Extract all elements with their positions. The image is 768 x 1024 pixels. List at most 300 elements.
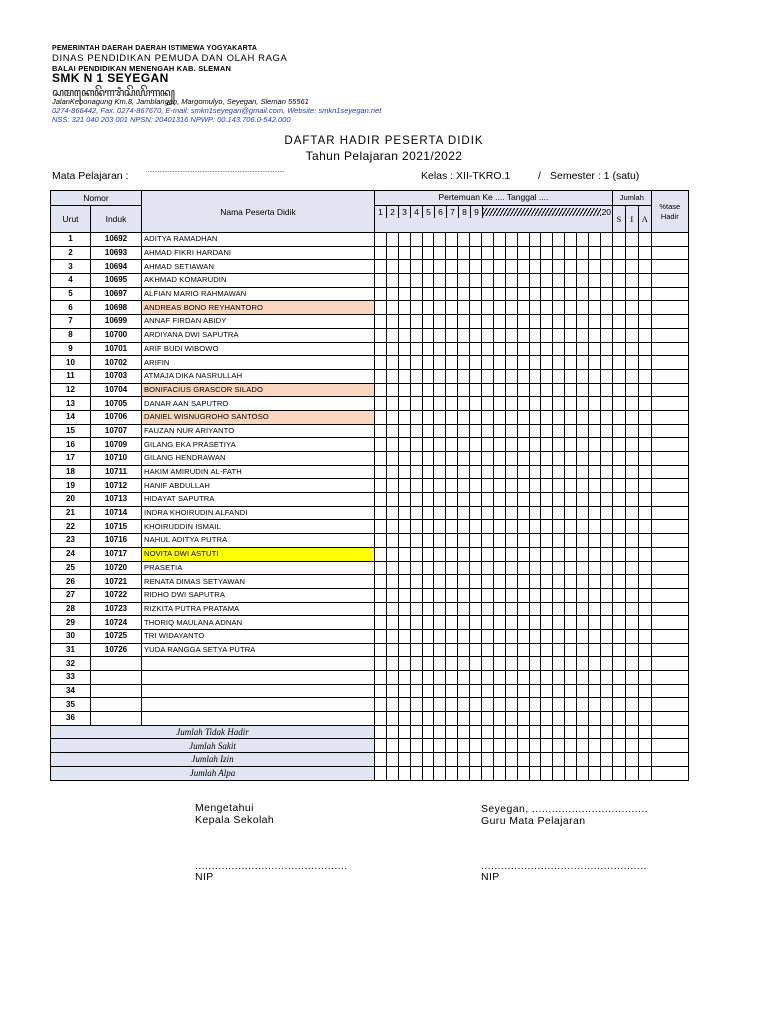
attendance-cell	[638, 657, 651, 671]
attendance-cell	[541, 671, 553, 685]
attendance-cell	[517, 629, 529, 643]
attendance-cell	[493, 438, 505, 452]
attendance-cell	[422, 684, 434, 698]
attendance-cell	[600, 534, 612, 548]
attendance-cell	[553, 671, 565, 685]
row-number: 7	[51, 315, 91, 329]
table-row	[51, 493, 689, 507]
attendance-cell	[638, 479, 651, 493]
attendance-cell	[482, 369, 494, 383]
attendance-cell	[541, 356, 553, 370]
attendance-cell	[375, 561, 387, 575]
attendance-cell	[422, 260, 434, 274]
attendance-cell	[410, 369, 422, 383]
attendance-cell	[589, 534, 601, 548]
header-ids: NSS: 321 040 203 001 NPSN: 20401316 NPWP: 00.143.706.0-542.000	[52, 115, 291, 124]
attendance-cell	[529, 671, 541, 685]
attendance-cell	[375, 657, 387, 671]
attendance-cell	[651, 643, 688, 657]
attendance-cell	[375, 233, 387, 247]
attendance-cell	[651, 287, 688, 301]
attendance-cell	[553, 712, 565, 726]
row-number: 22	[51, 520, 91, 534]
row-induk: 10712	[91, 479, 142, 493]
attendance-cell	[505, 547, 517, 561]
attendance-cell	[375, 260, 387, 274]
attendance-cell	[553, 301, 565, 315]
attendance-cell	[505, 383, 517, 397]
attendance-cell	[446, 315, 458, 329]
col-a: A	[638, 206, 651, 233]
attendance-cell	[458, 274, 470, 288]
attendance-cell	[589, 356, 601, 370]
attendance-cell	[422, 410, 434, 424]
attendance-cell	[589, 246, 601, 260]
summary-cell	[470, 753, 482, 767]
attendance-cell	[422, 397, 434, 411]
attendance-cell	[458, 342, 470, 356]
summary-cell	[529, 753, 541, 767]
attendance-cell	[517, 684, 529, 698]
attendance-cell	[422, 383, 434, 397]
attendance-cell	[446, 410, 458, 424]
row-student-name: ARDIYANA DWI SAPUTRA	[142, 328, 375, 342]
table-row	[51, 534, 689, 548]
attendance-cell	[422, 274, 434, 288]
sign-right-line1: Seyegan, ...................................	[481, 803, 648, 815]
attendance-cell	[589, 479, 601, 493]
attendance-cell	[458, 643, 470, 657]
attendance-cell	[505, 328, 517, 342]
row-number: 10	[51, 356, 91, 370]
attendance-cell	[529, 438, 541, 452]
attendance-cell	[577, 328, 589, 342]
attendance-cell	[577, 233, 589, 247]
attendance-cell	[434, 356, 446, 370]
attendance-cell	[386, 575, 398, 589]
attendance-cell	[541, 260, 553, 274]
attendance-cell	[565, 479, 577, 493]
attendance-cell	[529, 643, 541, 657]
attendance-cell	[470, 698, 482, 712]
attendance-cell	[422, 602, 434, 616]
attendance-cell	[553, 274, 565, 288]
attendance-cell	[625, 493, 638, 507]
attendance-cell	[589, 410, 601, 424]
attendance-cell	[493, 369, 505, 383]
attendance-cell	[446, 465, 458, 479]
attendance-cell	[600, 233, 612, 247]
attendance-cell	[458, 657, 470, 671]
attendance-cell	[612, 520, 625, 534]
attendance-cell	[446, 602, 458, 616]
attendance-cell	[529, 369, 541, 383]
summary-cell	[398, 766, 410, 780]
attendance-cell	[553, 479, 565, 493]
header-dept: DINAS PENDIDIKAN PEMUDA DAN OLAH RAGA	[52, 53, 288, 64]
attendance-cell	[375, 629, 387, 643]
attendance-cell	[375, 684, 387, 698]
attendance-cell	[398, 315, 410, 329]
attendance-cell	[470, 506, 482, 520]
row-number: 34	[51, 684, 91, 698]
attendance-cell	[612, 342, 625, 356]
attendance-cell	[589, 629, 601, 643]
summary-cell	[565, 739, 577, 753]
attendance-cell	[553, 342, 565, 356]
attendance-cell	[589, 671, 601, 685]
attendance-cell	[589, 315, 601, 329]
subject-label: Mata Pelajaran :	[52, 170, 129, 182]
attendance-cell	[410, 328, 422, 342]
attendance-cell	[651, 671, 688, 685]
attendance-cell	[493, 712, 505, 726]
sign-right-dots: ..................................................	[481, 860, 647, 872]
summary-cell	[600, 753, 612, 767]
attendance-cell	[517, 520, 529, 534]
attendance-cell	[410, 246, 422, 260]
summary-row	[51, 766, 689, 780]
attendance-cell	[638, 588, 651, 602]
attendance-cell	[541, 575, 553, 589]
attendance-cell	[422, 465, 434, 479]
attendance-cell	[422, 657, 434, 671]
attendance-cell	[553, 506, 565, 520]
attendance-cell	[398, 712, 410, 726]
meeting-number: 2	[387, 206, 399, 218]
row-student-name: RENATA DIMAS SETYAWAN	[142, 575, 375, 589]
col-i: I	[625, 206, 638, 233]
summary-cell	[458, 739, 470, 753]
attendance-cell	[493, 410, 505, 424]
attendance-cell	[375, 287, 387, 301]
row-student-name: INDRA KHOIRUDIN ALFANDI	[142, 506, 375, 520]
attendance-cell	[505, 424, 517, 438]
attendance-cell	[565, 383, 577, 397]
row-number: 33	[51, 671, 91, 685]
attendance-cell	[446, 452, 458, 466]
attendance-cell	[529, 657, 541, 671]
attendance-cell	[505, 712, 517, 726]
attendance-cell	[625, 561, 638, 575]
attendance-cell	[529, 588, 541, 602]
attendance-cell	[505, 561, 517, 575]
attendance-cell	[446, 629, 458, 643]
attendance-cell	[446, 342, 458, 356]
summary-cell	[482, 753, 494, 767]
summary-cell	[422, 753, 434, 767]
attendance-cell	[529, 287, 541, 301]
attendance-cell	[612, 369, 625, 383]
summary-cell	[517, 739, 529, 753]
attendance-cell	[638, 260, 651, 274]
attendance-cell	[529, 547, 541, 561]
attendance-cell	[470, 671, 482, 685]
attendance-cell	[398, 698, 410, 712]
attendance-cell	[541, 315, 553, 329]
summary-cell	[600, 725, 612, 739]
attendance-cell	[589, 602, 601, 616]
attendance-cell	[589, 520, 601, 534]
attendance-cell	[410, 575, 422, 589]
attendance-cell	[446, 493, 458, 507]
attendance-cell	[410, 534, 422, 548]
attendance-cell	[577, 452, 589, 466]
attendance-cell	[517, 369, 529, 383]
attendance-cell	[600, 315, 612, 329]
summary-cell	[651, 753, 688, 767]
attendance-cell	[541, 274, 553, 288]
attendance-cell	[505, 684, 517, 698]
attendance-cell	[638, 575, 651, 589]
header-contact-text: 0274-866442, Fax. 0274-867670, E-mail: smkn1seyegan@gmail.com, Website:	[52, 106, 317, 115]
attendance-cell	[565, 260, 577, 274]
attendance-cell	[577, 657, 589, 671]
attendance-cell	[651, 452, 688, 466]
row-number: 13	[51, 397, 91, 411]
attendance-cell	[651, 712, 688, 726]
attendance-cell	[612, 410, 625, 424]
attendance-cell	[422, 698, 434, 712]
attendance-cell	[482, 588, 494, 602]
attendance-cell	[529, 602, 541, 616]
attendance-cell	[470, 287, 482, 301]
row-number: 21	[51, 506, 91, 520]
attendance-cell	[386, 452, 398, 466]
row-number: 11	[51, 369, 91, 383]
summary-cell	[589, 725, 601, 739]
table-row	[51, 356, 689, 370]
attendance-cell	[577, 383, 589, 397]
attendance-cell	[625, 616, 638, 630]
attendance-cell	[493, 465, 505, 479]
attendance-cell	[482, 233, 494, 247]
attendance-cell	[612, 616, 625, 630]
attendance-cell	[600, 274, 612, 288]
attendance-cell	[651, 369, 688, 383]
attendance-cell	[517, 465, 529, 479]
row-induk: 10697	[91, 287, 142, 301]
attendance-cell	[651, 561, 688, 575]
attendance-cell	[434, 561, 446, 575]
attendance-cell	[410, 506, 422, 520]
attendance-cell	[493, 547, 505, 561]
attendance-cell	[470, 328, 482, 342]
attendance-cell	[529, 260, 541, 274]
attendance-cell	[529, 561, 541, 575]
attendance-cell	[577, 588, 589, 602]
row-induk: 10710	[91, 452, 142, 466]
summary-cell	[446, 725, 458, 739]
row-induk: 10701	[91, 342, 142, 356]
table-row	[51, 588, 689, 602]
attendance-cell	[565, 438, 577, 452]
attendance-cell	[375, 534, 387, 548]
row-induk	[91, 684, 142, 698]
attendance-cell	[589, 342, 601, 356]
attendance-cell	[422, 328, 434, 342]
attendance-cell	[612, 506, 625, 520]
attendance-cell	[505, 493, 517, 507]
attendance-cell	[434, 452, 446, 466]
attendance-cell	[638, 643, 651, 657]
table-row	[51, 506, 689, 520]
attendance-cell	[410, 452, 422, 466]
attendance-cell	[529, 493, 541, 507]
summary-cell	[517, 725, 529, 739]
attendance-cell	[482, 356, 494, 370]
attendance-cell	[651, 410, 688, 424]
attendance-cell	[493, 301, 505, 315]
attendance-cell	[434, 287, 446, 301]
attendance-cell	[470, 643, 482, 657]
attendance-cell	[386, 712, 398, 726]
attendance-cell	[565, 397, 577, 411]
attendance-cell	[638, 397, 651, 411]
summary-cell	[398, 739, 410, 753]
summary-cell	[398, 753, 410, 767]
attendance-cell	[458, 328, 470, 342]
attendance-cell	[482, 301, 494, 315]
meeting-number: 1	[375, 206, 387, 218]
attendance-cell	[470, 465, 482, 479]
attendance-cell	[517, 712, 529, 726]
attendance-cell	[577, 547, 589, 561]
attendance-cell	[651, 260, 688, 274]
attendance-cell	[386, 233, 398, 247]
attendance-cell	[505, 465, 517, 479]
header-row-1	[51, 191, 689, 206]
attendance-cell	[446, 397, 458, 411]
attendance-cell	[386, 328, 398, 342]
attendance-cell	[386, 671, 398, 685]
attendance-cell	[651, 575, 688, 589]
attendance-cell	[446, 671, 458, 685]
attendance-cell	[505, 602, 517, 616]
row-induk	[91, 712, 142, 726]
attendance-cell	[553, 356, 565, 370]
summary-row	[51, 753, 689, 767]
attendance-cell	[541, 506, 553, 520]
attendance-cell	[458, 301, 470, 315]
attendance-cell	[446, 328, 458, 342]
attendance-cell	[386, 260, 398, 274]
attendance-cell	[458, 356, 470, 370]
attendance-cell	[505, 671, 517, 685]
summary-cell	[541, 766, 553, 780]
summary-cell	[458, 725, 470, 739]
attendance-cell	[600, 383, 612, 397]
attendance-cell	[589, 438, 601, 452]
attendance-cell	[398, 643, 410, 657]
attendance-cell	[529, 575, 541, 589]
attendance-cell	[600, 602, 612, 616]
attendance-cell	[589, 328, 601, 342]
attendance-cell	[458, 369, 470, 383]
attendance-cell	[458, 588, 470, 602]
attendance-cell	[589, 301, 601, 315]
row-number: 35	[51, 698, 91, 712]
attendance-cell	[565, 287, 577, 301]
attendance-cell	[553, 287, 565, 301]
header-website-link[interactable]: smkn1seyegan.net	[318, 106, 382, 115]
attendance-cell	[446, 657, 458, 671]
table-row	[51, 328, 689, 342]
attendance-cell	[529, 616, 541, 630]
attendance-cell	[470, 561, 482, 575]
attendance-cell	[600, 479, 612, 493]
attendance-cell	[589, 643, 601, 657]
attendance-cell	[470, 547, 482, 561]
attendance-cell	[541, 479, 553, 493]
attendance-cell	[458, 246, 470, 260]
attendance-cell	[505, 452, 517, 466]
attendance-cell	[470, 383, 482, 397]
attendance-cell	[493, 397, 505, 411]
attendance-cell	[434, 629, 446, 643]
sign-left-nip: NIP	[195, 871, 214, 883]
attendance-cell	[482, 671, 494, 685]
table-row	[51, 712, 689, 726]
attendance-table	[50, 190, 689, 781]
attendance-cell	[651, 233, 688, 247]
attendance-cell	[410, 561, 422, 575]
attendance-cell	[651, 698, 688, 712]
summary-cell	[434, 725, 446, 739]
attendance-cell	[434, 397, 446, 411]
attendance-cell	[651, 534, 688, 548]
row-induk: 10703	[91, 369, 142, 383]
attendance-cell	[600, 561, 612, 575]
table-row	[51, 260, 689, 274]
attendance-cell	[434, 575, 446, 589]
summary-cell	[625, 766, 638, 780]
summary-cell	[651, 766, 688, 780]
summary-cell	[505, 725, 517, 739]
attendance-cell	[446, 506, 458, 520]
attendance-cell	[482, 657, 494, 671]
attendance-cell	[386, 342, 398, 356]
attendance-cell	[375, 575, 387, 589]
attendance-cell	[612, 260, 625, 274]
attendance-cell	[493, 657, 505, 671]
col-pertemuan	[375, 191, 613, 206]
attendance-cell	[386, 588, 398, 602]
attendance-cell	[541, 616, 553, 630]
header-contact	[52, 106, 381, 115]
attendance-cell	[553, 629, 565, 643]
row-number: 31	[51, 643, 91, 657]
attendance-cell	[470, 233, 482, 247]
attendance-cell	[541, 493, 553, 507]
row-number: 12	[51, 383, 91, 397]
attendance-cell	[493, 671, 505, 685]
attendance-cell	[612, 424, 625, 438]
summary-cell	[422, 739, 434, 753]
attendance-cell	[638, 452, 651, 466]
row-number: 26	[51, 575, 91, 589]
attendance-cell	[541, 424, 553, 438]
attendance-cell	[458, 698, 470, 712]
row-number: 29	[51, 616, 91, 630]
attendance-cell	[434, 616, 446, 630]
summary-cell	[553, 753, 565, 767]
attendance-cell	[422, 301, 434, 315]
table-row	[51, 520, 689, 534]
attendance-cell	[482, 397, 494, 411]
attendance-cell	[553, 493, 565, 507]
meeting-numbers	[375, 206, 612, 218]
